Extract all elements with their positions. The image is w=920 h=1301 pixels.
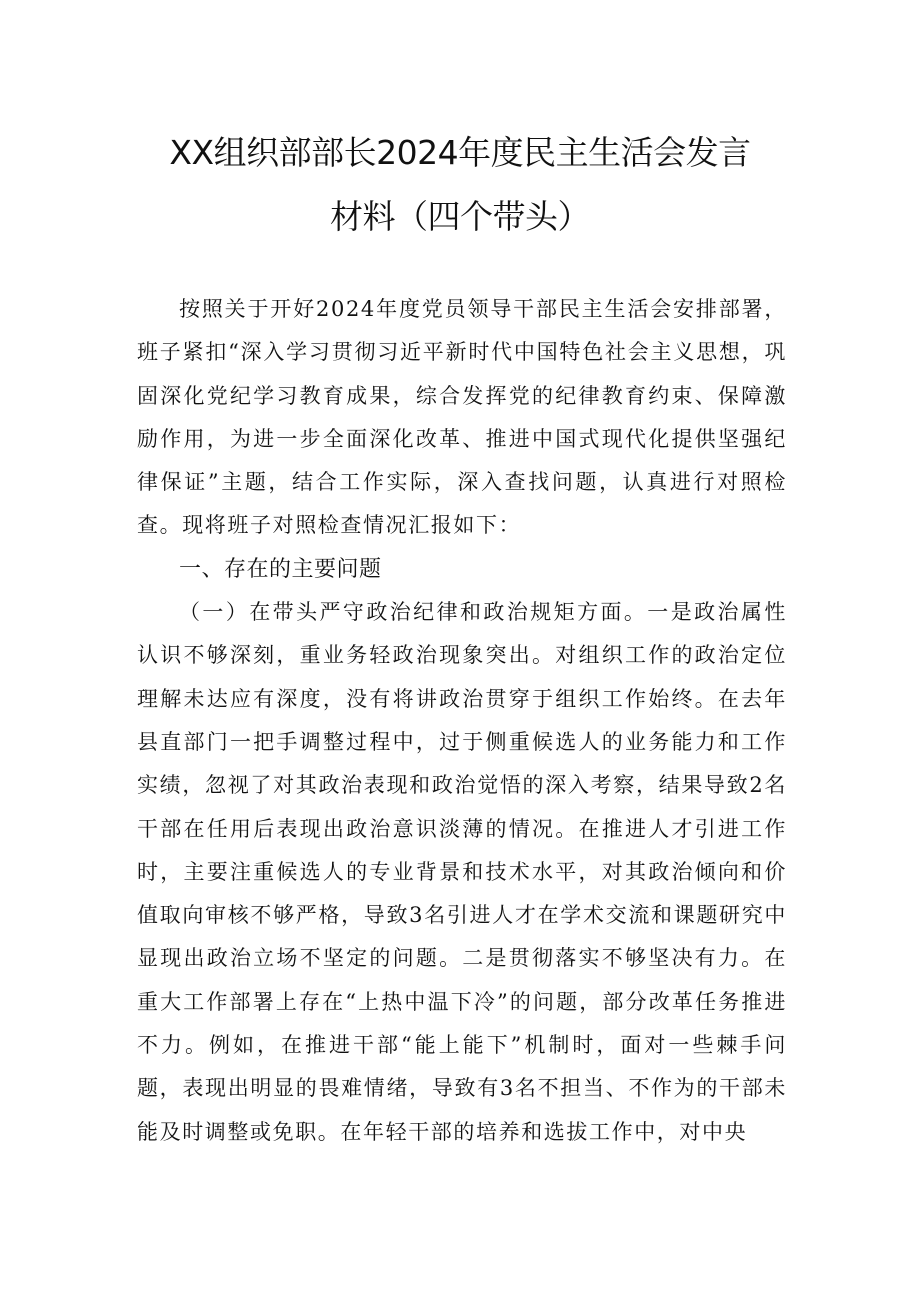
document-title-line-2: 材料（四个带头） [330,197,590,236]
intro-paragraph: 按照关于开好2024年度党员领导干部民主生活会安排部署，班子紧扣“深入学习贯彻习近平新时代中国特色社会主义思想，巩固深化党纪学习教育成果，综合发挥党的纪律教育约束、保障激励作用，为进一步全面深化改革、推进中国式现代化提供坚强纪律保证”主题，结合工作实际，深入查找问题，认真进行对照检查。现将班子对照检查情况汇报如下： [137,297,787,538]
document-body [137,288,787,1154]
section-paragraph-political-discipline: （一）在带头严守政治纪律和政治规矩方面。一是政治属性认识不够深刻，重业务轻政治现象突出。对组织工作的政治定位理解未达应有深度，没有将讲政治贯穿于组织工作始终。在去年县直部门一把手调整过程中，过于侧重候选人的业务能力和工作实绩，忽视了对其政治表现和政治觉悟的深入考察，结果导致2名干部在任用后表现出政治意识淡薄的情况。在推进人才引进工作时，主要注重候选人的专业背景和技术水平，对其政治倾向和价值取向审核不够严格，导致3名引进人才在学术交流和课题研究中显现出政治立场不坚定的问题。二是贯彻落实不够坚决有力。在重大工作部署上存在“上热中温下冷”的问题，部分改革任务推进不力。例如，在推进干部“能上能下”机制时，面对一些棘手问题，表现出明显的畏难情绪，导致有3名不担当、不作为的干部未能及时调整或免职。在年轻干部的培养和选拔工作中，对中央 [137,600,787,1144]
section-heading-main-problems: 一、存在的主要问题 [179,556,382,582]
document-title-line-1: XX组织部部长2024年度民主生活会发言 [169,133,751,172]
